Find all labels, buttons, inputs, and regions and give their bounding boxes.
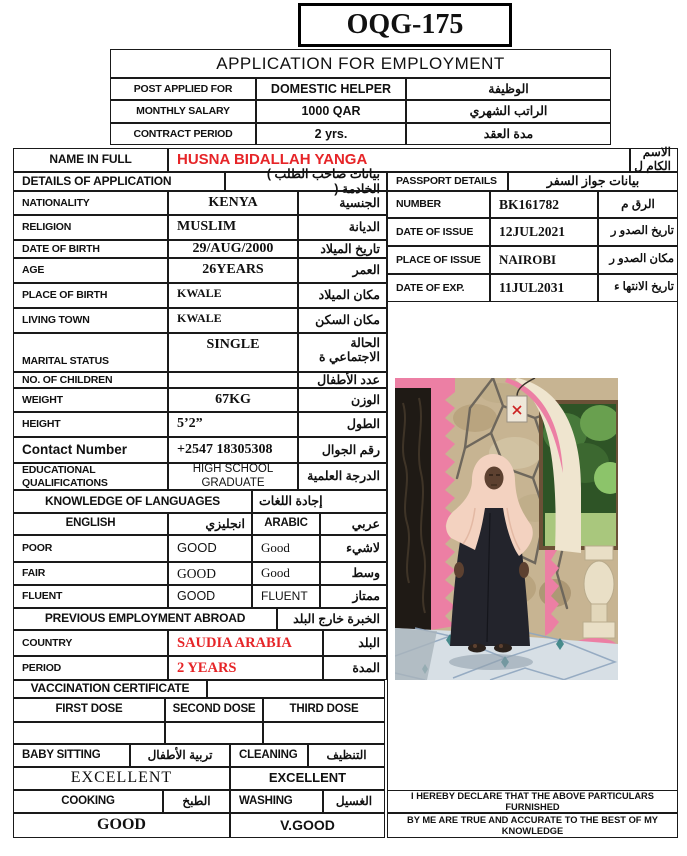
abroad-section-arabic: الخبرة خارج البلد	[277, 608, 387, 630]
col-arabic-arabic: عربي	[320, 513, 387, 535]
weight-label: WEIGHT	[13, 388, 168, 412]
contract-period-label: CONTRACT PERIOD	[110, 123, 256, 145]
cleaning-rating: EXCELLENT	[230, 767, 385, 790]
expiry-date-label: DATE OF EXP.	[387, 274, 490, 302]
dob-arabic: تاريخ الميلاد	[298, 240, 387, 258]
dob-label: DATE OF BIRTH	[13, 240, 168, 258]
third-dose-value	[263, 722, 385, 744]
living-town-label: LIVING TOWN	[13, 308, 168, 333]
post-applied-label: POST APPLIED FOR	[110, 78, 256, 100]
age-label: AGE	[13, 258, 168, 283]
form-title: APPLICATION FOR EMPLOYMENT	[110, 49, 611, 78]
passport-section-arabic: بيانات جواز السفر	[508, 172, 678, 191]
birthplace-arabic: مكان الميلاد	[298, 283, 387, 308]
country-arabic: البلد	[323, 630, 387, 656]
third-dose-label: THIRD DOSE	[263, 698, 385, 722]
age-value: 26YEARS	[168, 258, 298, 283]
fluent-arabic-label: ممتاز	[320, 585, 387, 608]
name-value: HUSNA BIDALLAH YANGA	[168, 148, 630, 172]
fair-arabic-label: وسط	[320, 562, 387, 585]
issue-place-label: PLACE OF ISSUE	[387, 246, 490, 274]
post-applied-arabic: الوظيفة	[406, 78, 611, 100]
religion-value: MUSLIM	[168, 215, 298, 240]
education-label: EDUCATIONAL QUALIFICATIONS	[13, 463, 168, 490]
fair-arabic: Good	[252, 562, 320, 585]
passport-section-label: PASSPORT DETAILS	[387, 172, 508, 191]
second-dose-label: SECOND DOSE	[165, 698, 263, 722]
baby-sitting-label: BABY SITTING	[13, 744, 130, 767]
col-english-arabic: انجليزي	[168, 513, 252, 535]
applicant-photo	[395, 378, 618, 680]
fluent-english: GOOD	[168, 585, 252, 608]
issue-date-arabic: تاريخ الصدو ر	[598, 218, 678, 246]
country-label: COUNTRY	[13, 630, 168, 656]
level-fluent: FLUENT	[13, 585, 168, 608]
vaccination-label: VACCINATION CERTIFICATE	[13, 680, 207, 698]
age-arabic: العمر	[298, 258, 387, 283]
cleaning-label: CLEANING	[230, 744, 308, 767]
declaration-line1: I HEREBY DECLARE THAT THE ABOVE PARTICULARS FURNISHED	[387, 790, 678, 813]
first-dose-label: FIRST DOSE	[13, 698, 165, 722]
monthly-salary-label: MONTHLY SALARY	[110, 100, 256, 123]
period-arabic: المدة	[323, 656, 387, 680]
marital-arabic: الحالة الاجتماعي ة	[298, 333, 387, 372]
education-value: HIGH SCHOOL GRADUATE	[168, 463, 298, 490]
baby-sitting-arabic: تربية الأطفال	[130, 744, 230, 767]
name-arabic: الاسم الكام ل	[630, 148, 678, 172]
contact-label: Contact Number	[13, 437, 168, 463]
height-label: HEIGHT	[13, 412, 168, 437]
living-town-value: KWALE	[168, 308, 298, 333]
children-arabic: عدد الأطفال	[298, 372, 387, 388]
expiry-date-value: 11JUL2031	[490, 274, 598, 302]
fluent-arabic: FLUENT	[252, 585, 320, 608]
living-town-arabic: مكان السكن	[298, 308, 387, 333]
expiry-date-arabic: تاريخ الانتها ء	[598, 274, 678, 302]
passport-number-label: NUMBER	[387, 191, 490, 218]
birthplace-label: PLACE OF BIRTH	[13, 283, 168, 308]
issue-place-value: NAIROBI	[490, 246, 598, 274]
declaration-line2: BY ME ARE TRUE AND ACCURATE TO THE BEST OF MY KNOWLEDGE	[387, 813, 678, 838]
cooking-arabic: الطبخ	[163, 790, 230, 813]
nationality-arabic: الجنسية	[298, 191, 387, 215]
education-arabic: الدرجة العلمية	[298, 463, 387, 490]
poor-english: GOOD	[168, 535, 252, 562]
issue-date-label: DATE OF ISSUE	[387, 218, 490, 246]
country-value: SAUDIA ARABIA	[168, 630, 323, 656]
details-section-arabic: بيانات صاحب الطلب ) الخادمة (	[225, 172, 387, 191]
marital-label: MARITAL STATUS	[13, 333, 168, 372]
issue-place-arabic: مكان الصدو ر	[598, 246, 678, 274]
poor-arabic: Good	[252, 535, 320, 562]
col-arabic: ARABIC	[252, 513, 320, 535]
dob-value: 29/AUG/2000	[168, 240, 298, 258]
nationality-label: NATIONALITY	[13, 191, 168, 215]
cleaning-arabic: التنظيف	[308, 744, 385, 767]
children-value	[168, 372, 298, 388]
nationality-value: KENYA	[168, 191, 298, 215]
height-arabic: الطول	[298, 412, 387, 437]
weight-arabic: الوزن	[298, 388, 387, 412]
fair-english: GOOD	[168, 562, 252, 585]
passport-number-arabic: الرق م	[598, 191, 678, 218]
languages-section-arabic: إجادة اللغات	[252, 490, 387, 513]
contact-value: +2547 18305308	[168, 437, 298, 463]
monthly-salary-arabic: الراتب الشهري	[406, 100, 611, 123]
poor-arabic-label: لاشيء	[320, 535, 387, 562]
marital-value: SINGLE	[168, 333, 298, 372]
cooking-rating: GOOD	[13, 813, 230, 838]
birthplace-value: KWALE	[168, 283, 298, 308]
form-code: OQG-175	[298, 3, 512, 47]
washing-arabic: الغسيل	[323, 790, 385, 813]
details-section-label: DETAILS OF APPLICATION	[13, 172, 225, 191]
col-english: ENGLISH	[13, 513, 168, 535]
monthly-salary-value: 1000 QAR	[256, 100, 406, 123]
religion-label: RELIGION	[13, 215, 168, 240]
first-dose-value	[13, 722, 165, 744]
level-fair: FAIR	[13, 562, 168, 585]
religion-arabic: الديانة	[298, 215, 387, 240]
height-value: 5’2”	[168, 412, 298, 437]
contract-period-arabic: مدة العقد	[406, 123, 611, 145]
post-applied-value: DOMESTIC HELPER	[256, 78, 406, 100]
name-label: NAME IN FULL	[13, 148, 168, 172]
period-value: 2 YEARS	[168, 656, 323, 680]
washing-rating: V.GOOD	[230, 813, 385, 838]
issue-date-value: 12JUL2021	[490, 218, 598, 246]
period-label: PERIOD	[13, 656, 168, 680]
children-label: NO. OF CHILDREN	[13, 372, 168, 388]
weight-value: 67KG	[168, 388, 298, 412]
washing-label: WASHING	[230, 790, 323, 813]
cooking-label: COOKING	[13, 790, 163, 813]
baby-sitting-rating: EXCELLENT	[13, 767, 230, 790]
level-poor: POOR	[13, 535, 168, 562]
contact-arabic: رقم الجوال	[298, 437, 387, 463]
contract-period-value: 2 yrs.	[256, 123, 406, 145]
languages-section-label: KNOWLEDGE OF LANGUAGES	[13, 490, 252, 513]
vaccination-value	[207, 680, 385, 698]
second-dose-value	[165, 722, 263, 744]
abroad-section-label: PREVIOUS EMPLOYMENT ABROAD	[13, 608, 277, 630]
passport-number-value: BK161782	[490, 191, 598, 218]
